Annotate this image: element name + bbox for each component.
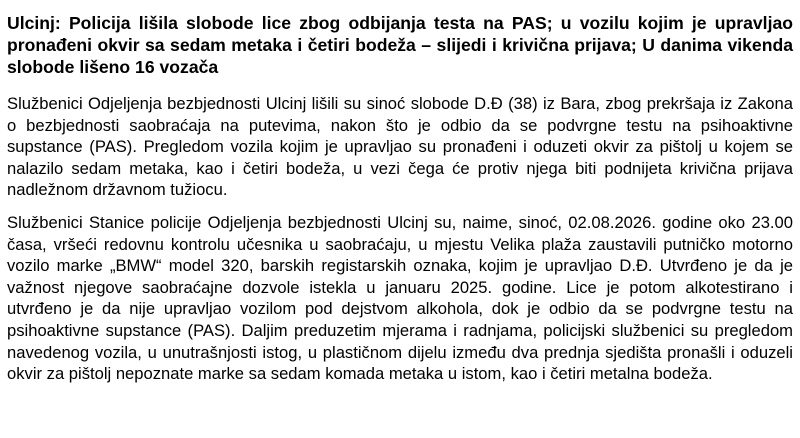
news-article <box>7 12 793 385</box>
article-paragraph-1: Službenici Odjeljenja bezbjednosti Ulcinj lišili su sinoć slobode D.Đ (38) iz Bara, zbog prekršaja iz Zakona o bezbjednosti saobraćaja na putevima, nakon što je odbio da se podvrgne testu na psihoaktivne supstance (PAS). Pregledom vozila kojim je upravljao su pronađeni i oduzeti okvir za pištolj u kojem se nalazilo sedam metaka, kao i četiri bodeža, u vezi čega će protiv njega biti podnijeta krivična prijava nadležnom državnom tužiocu. <box>7 94 793 200</box>
article-title: Ulcinj: Policija lišila slobode lice zbog odbijanja testa na PAS; u vozilu kojim je upravljao pronađeni okvir sa sedam metaka i četiri bodeža – slijedi i krivična prijava; U danima vikenda slobode lišeno 16 vozača <box>7 13 793 77</box>
article-paragraph-2: Službenici Stanice policije Odjeljenja bezbjednosti Ulcinj su, naime, sinoć, 02.08.2026. godine oko 23.00 časa, vršeći redovnu kontrolu učesnika u saobraćaju, u mjestu Velika plaža zaustavili putničko motorno vozilo marke „BMW“ model 320, barskih registarskih oznaka, kojim je upravljao D.Đ. Utvrđeno je da je važnost njegove saobraćajne dozvole istekla u januaru 2025. godine. Lice je potom alkotestirano i utvrđeno je da nije upravljao vozilom pod dejstvom alkohola, dok je odbio da se podvrgne testu na psihoaktivne supstance (PAS). Daljim preduzetim mjerama i radnjama, policijski službenici su pregledom navedenog vozila, u unutrašnjosti istog, u plastičnom dijelu između dva prednja sjedišta pronašli i oduzeli okvir za pištolj nepoznate marke sa sedam komada metaka u istom, kao i četiri metalna bodeža. <box>7 212 793 384</box>
